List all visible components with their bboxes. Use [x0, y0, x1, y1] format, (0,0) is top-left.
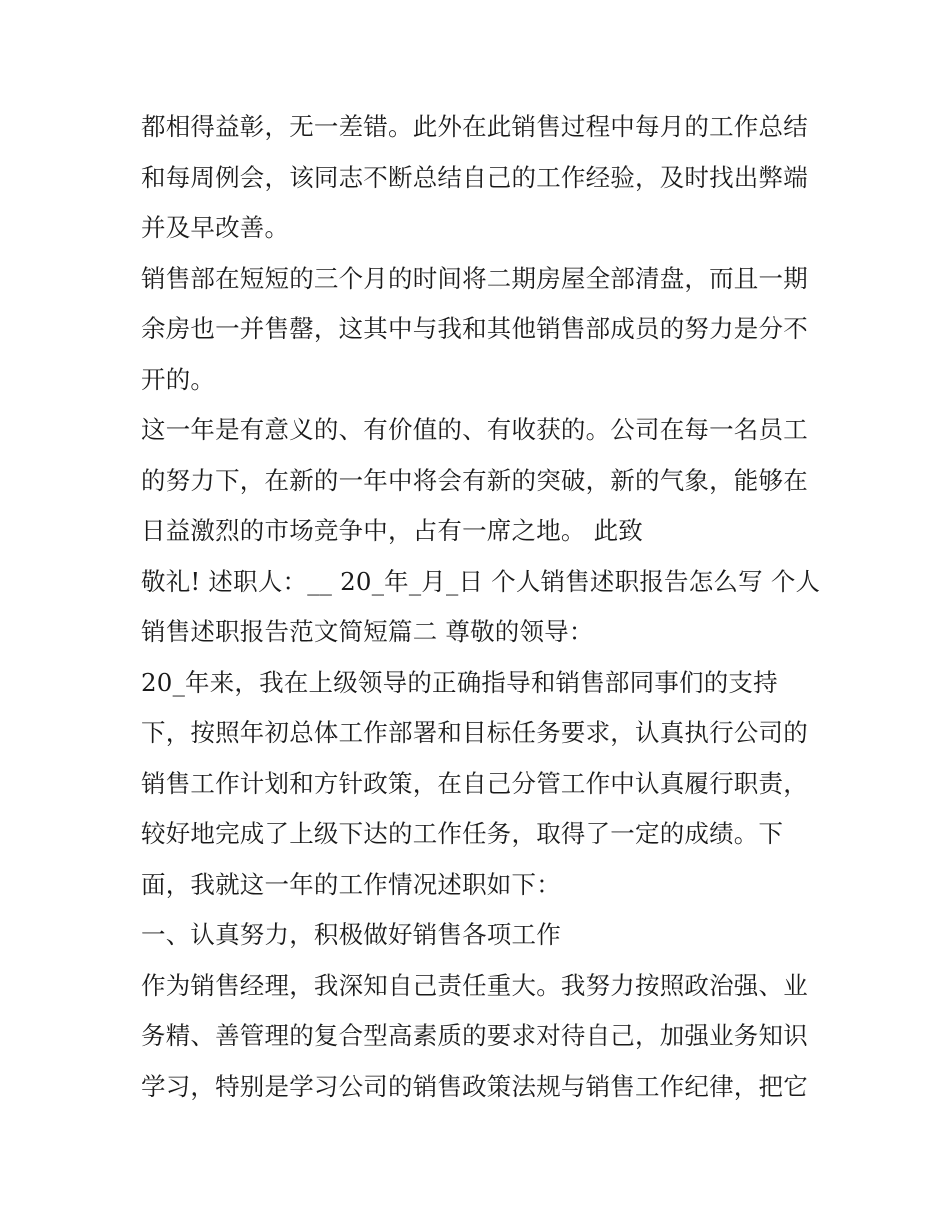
text-line: 开的。 [141, 364, 216, 394]
text-line: 销售工作计划和方针政策，在自己分管工作中认真履行职责， [141, 768, 808, 798]
text-line: 20_年来，我在上级领导的正确指导和销售部同事们的支持 [141, 667, 778, 697]
text-line: 较好地完成了上级下达的工作任务，取得了一定的成绩。下 [141, 819, 784, 848]
text-line: 日益激烈的市场竞争中，占有一席之地。 此致 [141, 516, 643, 545]
text-line: 学习，特别是学习公司的销售政策法规与销售工作纪律，把它 [141, 1071, 808, 1101]
text-line: 务精、善管理的复合型高素质的要求对待自己，加强业务知识 [141, 1021, 808, 1050]
text-line: 销售述职报告范文简短篇二 尊敬的领导： [141, 617, 594, 646]
text-line: 的努力下，在新的一年中将会有新的突破，新的气象，能够在 [141, 465, 808, 495]
text-line: 并及早改善。 [141, 213, 290, 242]
text-line: 敬礼! 述职人：__ 20_年_月_日 个人销售述职报告怎么写 个人 [141, 566, 821, 596]
section-heading: 一、认真努力，积极做好销售各项工作 [141, 920, 561, 949]
document-body [141, 102, 821, 1112]
text-line: 都相得益彰，无一差错。此外在此销售过程中每月的工作总结 [141, 112, 808, 141]
text-line: 这一年是有意义的、有价值的、有收获的。公司在每一名员工 [141, 415, 808, 444]
text-line: 面，我就这一年的工作情况述职如下： [141, 869, 561, 899]
text-line: 和每周例会，该同志不断总结自己的工作经验，及时找出弊端 [141, 162, 808, 192]
text-line: 作为销售经理，我深知自己责任重大。我努力按照政治强、业 [141, 970, 808, 1000]
text-line: 下，按照年初总体工作部署和目标任务要求，认真执行公司的 [141, 718, 808, 747]
text-line: 余房也一并售罄，这其中与我和其他销售部成员的努力是分不 [141, 314, 808, 343]
text-line: 销售部在短短的三个月的时间将二期房屋全部清盘，而且一期 [141, 263, 808, 293]
